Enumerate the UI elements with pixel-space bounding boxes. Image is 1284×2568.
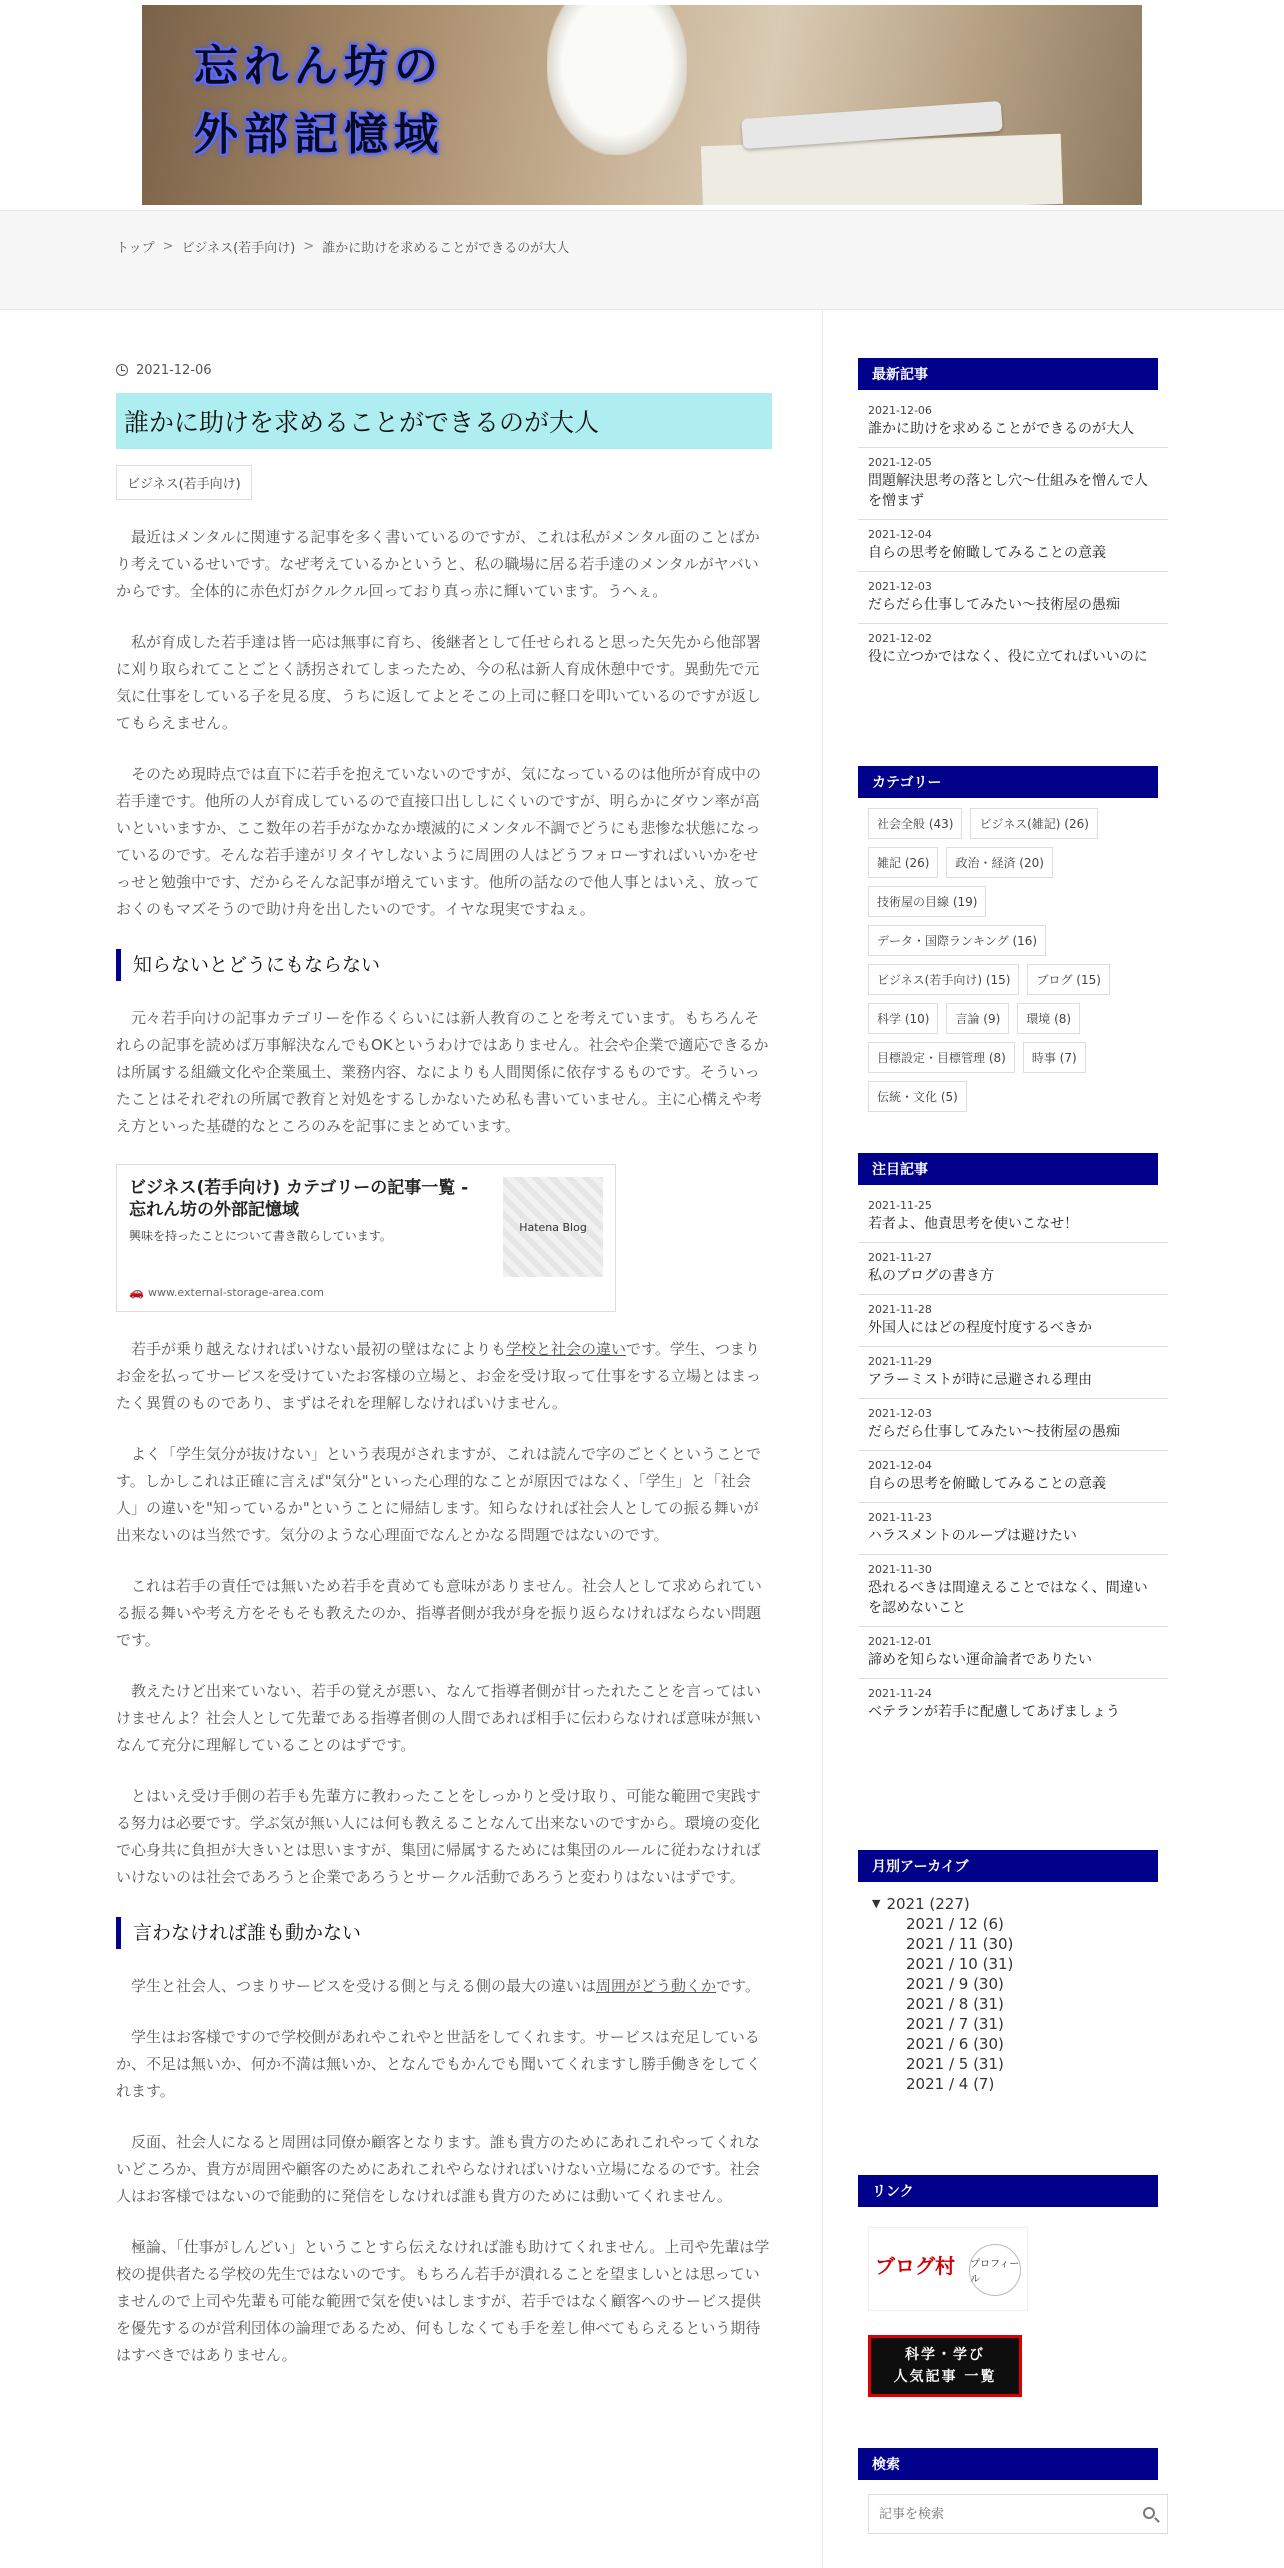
breadcrumb-category-link[interactable]: ビジネス(若手向け)	[181, 241, 296, 256]
clock-icon	[116, 364, 128, 376]
paragraph: そのため現時点では直下に若手を抱えていないのですが、気になっているのは他所が育成中の若手達です。他所の人が育成しているので直接口出ししにくいのですが、明らかにダウン率が高いといいますか、ここ数年の若手がなかなか壊滅的にメンタル不調でどうにも悲惨な状態になっているのです。そんな若手達がリタイヤしないように周囲の人はどうフォローすればいいかをせっせと勉強中です、だからそんな記事が増えています。他所の話なので他人事とはいえ、放っておくのもマズそうので助け舟を出したいのです。イヤな現実ですねぇ。	[116, 765, 762, 918]
recent-post-title[interactable]: 自らの思考を俯瞰してみることの意義	[868, 545, 1106, 561]
paragraph-text: 学生と社会人、つまりサービスを受ける側と与える側の最大の違いは	[131, 1977, 597, 1995]
site-title	[194, 33, 444, 169]
archive-widget	[858, 1850, 1168, 2094]
category-pill[interactable]: 政治・経済 (20)	[946, 847, 1052, 878]
recent-post-item[interactable]	[858, 572, 1168, 624]
recent-post-date: 2021-12-06	[868, 404, 932, 417]
recent-post-title[interactable]: 役に立つかではなく、役に立てればいいのに	[868, 649, 1148, 665]
embed-title[interactable]: ビジネス(若手向け) カテゴリーの記事一覧 - 忘れん坊の外部記憶域	[129, 1178, 469, 1220]
featured-post-item[interactable]	[858, 1627, 1168, 1679]
hatena-blog-thumbnail	[503, 1177, 603, 1277]
breadcrumb-current: 誰かに助けを求めることができるのが大人	[322, 241, 570, 256]
coffee-cup-image	[547, 5, 687, 155]
paragraph: 最近はメンタルに関連する記事を多く書いているのですが、これは私がメンタル面のことばかり考えているせいです。なぜ考えているかというと、私の職場に居る若手達のメンタルがヤバいからです。全体的に赤色灯がクルクル回っており真っ赤に輝いています。うへぇ。	[116, 528, 760, 600]
archive-year-label[interactable]: 2021 (227)	[886, 1895, 970, 1913]
featured-post-date: 2021-12-03	[868, 1407, 932, 1420]
featured-post-item[interactable]	[858, 1243, 1168, 1295]
search-box[interactable]	[868, 2494, 1168, 2534]
widget-title: リンク	[858, 2175, 1158, 2207]
category-pill[interactable]: 伝統・文化 (5)	[868, 1081, 967, 1112]
breadcrumb	[116, 237, 569, 256]
category-pill[interactable]: 科学 (10)	[868, 1003, 938, 1034]
category-pill[interactable]: 社会全般 (43)	[868, 808, 962, 839]
featured-post-date: 2021-12-01	[868, 1635, 932, 1648]
featured-post-title[interactable]: 恐れるべきは間違えることではなく、間違いを認めないこと	[868, 1580, 1148, 1616]
featured-post-date: 2021-12-04	[868, 1459, 932, 1472]
paragraph: 学生はお客様ですので学校側があれやこれやと世話をしてくれます。サービスは充足しているか、不足は無いか、何か不満は無いか、となんでもかんでも聞いてくれますし勝手働きをしてくれます。	[116, 2028, 762, 2100]
blog-village-logo: ブログ村	[875, 2254, 955, 2278]
category-pill[interactable]: ブログ (15)	[1027, 964, 1109, 995]
site-favicon-icon: 🚗	[129, 1285, 144, 1299]
search-widget	[858, 2448, 1168, 2534]
recent-post-title[interactable]: だらだら仕事してみたい～技術屋の愚痴	[868, 597, 1120, 613]
featured-post-title[interactable]: 諦めを知らない運命論者でありたい	[868, 1652, 1092, 1668]
paragraph: とはいえ受け手側の若手も先輩方に教わったことをしっかりと受け取り、可能な範囲で実践する努力は必要です。学ぶ気が無い人には何も教えることなんて出来ないのですから。環境の変化で心身共に負担が大きいとは思いますが、集団に帰属するためには集団のルールに従わなければいけないのは社会であろうと企業であろうとサークル活動であろうと変わりはないはずです。	[116, 1787, 761, 1886]
archive-month-link[interactable]: 2021 / 4 (7)	[906, 2075, 995, 2093]
paragraph: 反面、社会人になると周囲は同僚か顧客となります。誰も貴方のためにあれこれやってくれないどころか、貴方が周囲や顧客のためにあれこれやらなければいけない立場になるのです。社会人はお客様ではないので能動的に発信をしなければ誰も貴方のためには動いてくれません。	[116, 2133, 760, 2205]
featured-post-title[interactable]: アラーミストが時に忌避される理由	[868, 1372, 1092, 1388]
featured-post-item[interactable]	[858, 1347, 1168, 1399]
school-vs-society-link[interactable]: 学校と社会の違い	[506, 1340, 627, 1358]
category-pill[interactable]: 言論 (9)	[946, 1003, 1009, 1034]
archive-month-link[interactable]: 2021 / 11 (30)	[906, 1935, 1014, 1953]
featured-post-date: 2021-11-24	[868, 1687, 932, 1700]
featured-post-date: 2021-11-25	[868, 1199, 932, 1212]
paragraph: 教えたけど出来ていない、若手の覚えが悪い、なんて指導者側が甘ったれたことを言ってはいけませんよ？社会人として先輩である指導者側の人間であれば相手に伝わらなければ意味が無いなんて充分に理解していることのはずです。	[116, 1682, 762, 1754]
breadcrumb-band	[0, 210, 1284, 310]
featured-post-item[interactable]	[858, 1451, 1168, 1503]
category-pill[interactable]: ビジネス(若手向け) (15)	[868, 964, 1019, 995]
post-date-text: 2021-12-06	[136, 362, 212, 378]
recent-post-item[interactable]	[858, 448, 1168, 520]
breadcrumb-separator: >	[162, 239, 174, 254]
archive-year[interactable]	[872, 1894, 1168, 1914]
featured-post-title[interactable]: だらだら仕事してみたい～技術屋の愚痴	[868, 1424, 1120, 1440]
category-widget	[858, 766, 1168, 1112]
article	[116, 355, 772, 2369]
widget-title: 注目記事	[858, 1153, 1158, 1185]
blog-village-banner[interactable]	[868, 2227, 1028, 2311]
recent-post-date: 2021-12-03	[868, 580, 932, 593]
embed-url[interactable]	[129, 1285, 324, 1299]
search-icon[interactable]	[1143, 2507, 1155, 2519]
archive-month-link[interactable]: 2021 / 9 (30)	[906, 1975, 1004, 1993]
paragraph: 私が育成した若手達は皆一応は無事に育ち、後継者として任せられると思った矢先から他部署に刈り取られてことごとく誘拐されてしまったため、今の私は新人育成休憩中です。異動先で元気に仕事をしている子を見る度、うちに返してよとそこの上司に軽口を叩いているのですが返してもらえません。	[116, 633, 762, 732]
featured-post-title[interactable]: ベテランが若手に配慮してあげましょう	[868, 1704, 1120, 1720]
category-pill[interactable]: 目標設定・目標管理 (8)	[868, 1042, 1015, 1073]
science-banner-line2: 人気記事 一覧	[893, 2369, 997, 2385]
archive-list	[858, 1882, 1168, 2094]
post-title: 誰かに助けを求めることができるのが大人	[116, 393, 772, 449]
post-category-tag[interactable]: ビジネス(若手向け)	[116, 465, 252, 500]
paragraph-text: 若手が乗り越えなければいけない最初の壁はなによりも	[131, 1340, 507, 1358]
category-list	[858, 798, 1168, 1112]
featured-post-item[interactable]	[858, 1191, 1168, 1243]
archive-month-link[interactable]: 2021 / 8 (31)	[906, 1995, 1004, 2013]
featured-post-date: 2021-11-30	[868, 1563, 932, 1576]
archive-month-link[interactable]: 2021 / 6 (30)	[906, 2035, 1004, 2053]
science-banner-line1: 科学・学び	[905, 2347, 985, 2363]
section-heading: 言わなければ誰も動かない	[116, 1917, 772, 1949]
breadcrumb-separator: >	[303, 239, 315, 254]
featured-post-item[interactable]	[858, 1295, 1168, 1347]
paragraph-text: です。学生、つまりお金を払ってサービスを受けていたお客様の立場と、お金を受け取って仕事をする立場とはまったく異質のものであり、まずはそれを理解しなければいけません。	[116, 1340, 762, 1412]
triangle-down-icon[interactable]: ▼	[872, 1897, 881, 1910]
featured-post-date: 2021-11-27	[868, 1251, 932, 1264]
paragraph	[116, 1336, 772, 1417]
recent-post-date: 2021-12-02	[868, 632, 932, 645]
recent-post-date: 2021-12-05	[868, 456, 932, 469]
paragraph: これは若手の責任では無いため若手を責めても意味がありません。社会人として求められている振る舞いや考え方をそもそも教えたのか、指導者側が我が身を振り返らなければならない問題です。	[116, 1577, 762, 1649]
breadcrumb-top-link[interactable]: トップ	[116, 241, 155, 256]
science-ranking-banner[interactable]	[868, 2335, 1022, 2397]
sidebar-divider	[822, 310, 823, 2568]
recent-post-date: 2021-12-04	[868, 528, 932, 541]
archive-months	[872, 1914, 1168, 2094]
featured-post-title[interactable]: 外国人にはどの程度忖度するべきか	[868, 1320, 1092, 1336]
paragraph-text: です。	[716, 1977, 760, 1995]
embed-url-text: www.external-storage-area.com	[147, 1285, 324, 1299]
featured-post-date: 2021-11-29	[868, 1355, 932, 1368]
featured-post-title[interactable]: ハラスメントのループは避けたい	[868, 1528, 1077, 1544]
featured-post-item[interactable]	[858, 1399, 1168, 1451]
featured-post-item[interactable]	[858, 1503, 1168, 1555]
hatena-blog-label: Hatena Blog	[519, 1220, 587, 1234]
featured-post-title[interactable]: 若者よ、他責思考を使いこなせ！	[868, 1216, 1078, 1232]
archive-month-link[interactable]: 2021 / 5 (31)	[906, 2055, 1004, 2073]
category-pill[interactable]: 環境 (8)	[1017, 1003, 1080, 1034]
archive-month-link[interactable]: 2021 / 7 (31)	[906, 2015, 1004, 2033]
recent-posts-widget	[858, 358, 1168, 675]
paragraph: 極論、「仕事がしんどい」ということすら伝えなければ誰も助けてくれません。上司や先輩は学校の提供者たる学校の先生ではないのです。もちろん若手が潰れることを望ましいとは思っていませんので上司や先輩も可能な範囲で気を使いはしますが、若手ではなく顧客へのサービス提供を優先するのが営利団体の論理であるため、何もしなくても手を差し伸べてもらえるという期待はすべきではありません。	[116, 2238, 770, 2364]
recent-post-item[interactable]	[858, 396, 1168, 448]
widget-title: 検索	[858, 2448, 1158, 2480]
category-pill[interactable]: データ・国際ランキング (16)	[868, 925, 1046, 956]
site-title-line1: 忘れん坊の	[194, 41, 444, 92]
how-others-move-link[interactable]: 周囲がどう動くか	[596, 1977, 717, 1995]
recent-post-title[interactable]: 問題解決思考の落とし穴～仕組みを憎んで人を憎まず	[868, 473, 1148, 509]
paragraph: よく「学生気分が抜けない」という表現がされますが、これは読んで字のごとくということです。しかしこれは正確に言えば"気分"といった心理的なことが原因ではなく、「学生」と「社会人」の違いを"知っているか"ということに帰結します。知らなければ社会人としての振る舞いが出来ないのは当然です。気分のような心理面でなんとかなる問題ではないのです。	[116, 1445, 762, 1544]
embed-description: 興味を持ったことについて書き散らしています。	[129, 1229, 392, 1243]
featured-posts-widget	[858, 1153, 1168, 1730]
recent-post-item[interactable]	[858, 624, 1168, 675]
recent-posts-list	[858, 396, 1168, 675]
category-pill[interactable]: 雑記 (26)	[868, 847, 938, 878]
links-widget	[858, 2175, 1168, 2397]
header-banner[interactable]	[142, 5, 1142, 205]
paragraph	[116, 1973, 772, 2000]
featured-post-title[interactable]: 自らの思考を俯瞰してみることの意義	[868, 1476, 1106, 1492]
section-heading: 知らないとどうにもならない	[116, 949, 772, 981]
recent-post-item[interactable]	[858, 520, 1168, 572]
search-input[interactable]	[869, 2495, 1129, 2533]
post-date	[116, 355, 772, 385]
widget-title: 月別アーカイブ	[858, 1850, 1158, 1882]
archive-month-link[interactable]: 2021 / 12 (6)	[906, 1915, 1004, 1933]
featured-posts-list	[858, 1191, 1168, 1730]
widget-title: カテゴリー	[858, 766, 1158, 798]
featured-post-item[interactable]	[858, 1555, 1168, 1627]
paragraph: 元々若手向けの記事カテゴリーを作るくらいには新人教育のことを考えています。もちろんそれらの記事を読めば万事解決なんでもOKというわけではありません。社会や企業で適応できるかは所属する組織文化や企業風土、業務内容、なによりも人間関係に依存するものです。そういったことはそれぞれの所属で教育と対処をするしかないため私も書いていません。主に心構えや考え方といった基礎的なところのみを記事にまとめています。	[116, 1009, 769, 1135]
category-pill[interactable]: 技術屋の目線 (19)	[868, 886, 986, 917]
widget-title: 最新記事	[858, 358, 1158, 390]
profile-badge: プロフィール	[969, 2244, 1021, 2296]
recent-post-title[interactable]: 誰かに助けを求めることができるのが大人	[868, 421, 1134, 437]
featured-post-item[interactable]	[858, 1679, 1168, 1730]
blog-embed-card[interactable]	[116, 1164, 616, 1312]
archive-month-link[interactable]: 2021 / 10 (31)	[906, 1955, 1014, 1973]
category-pill[interactable]: 時事 (7)	[1023, 1042, 1086, 1073]
featured-post-title[interactable]: 私のブログの書き方	[868, 1268, 994, 1284]
featured-post-date: 2021-11-28	[868, 1303, 932, 1316]
featured-post-date: 2021-11-23	[868, 1511, 932, 1524]
category-pill[interactable]: ビジネス(雑記) (26)	[970, 808, 1097, 839]
site-title-line2: 外部記憶域	[194, 109, 444, 160]
